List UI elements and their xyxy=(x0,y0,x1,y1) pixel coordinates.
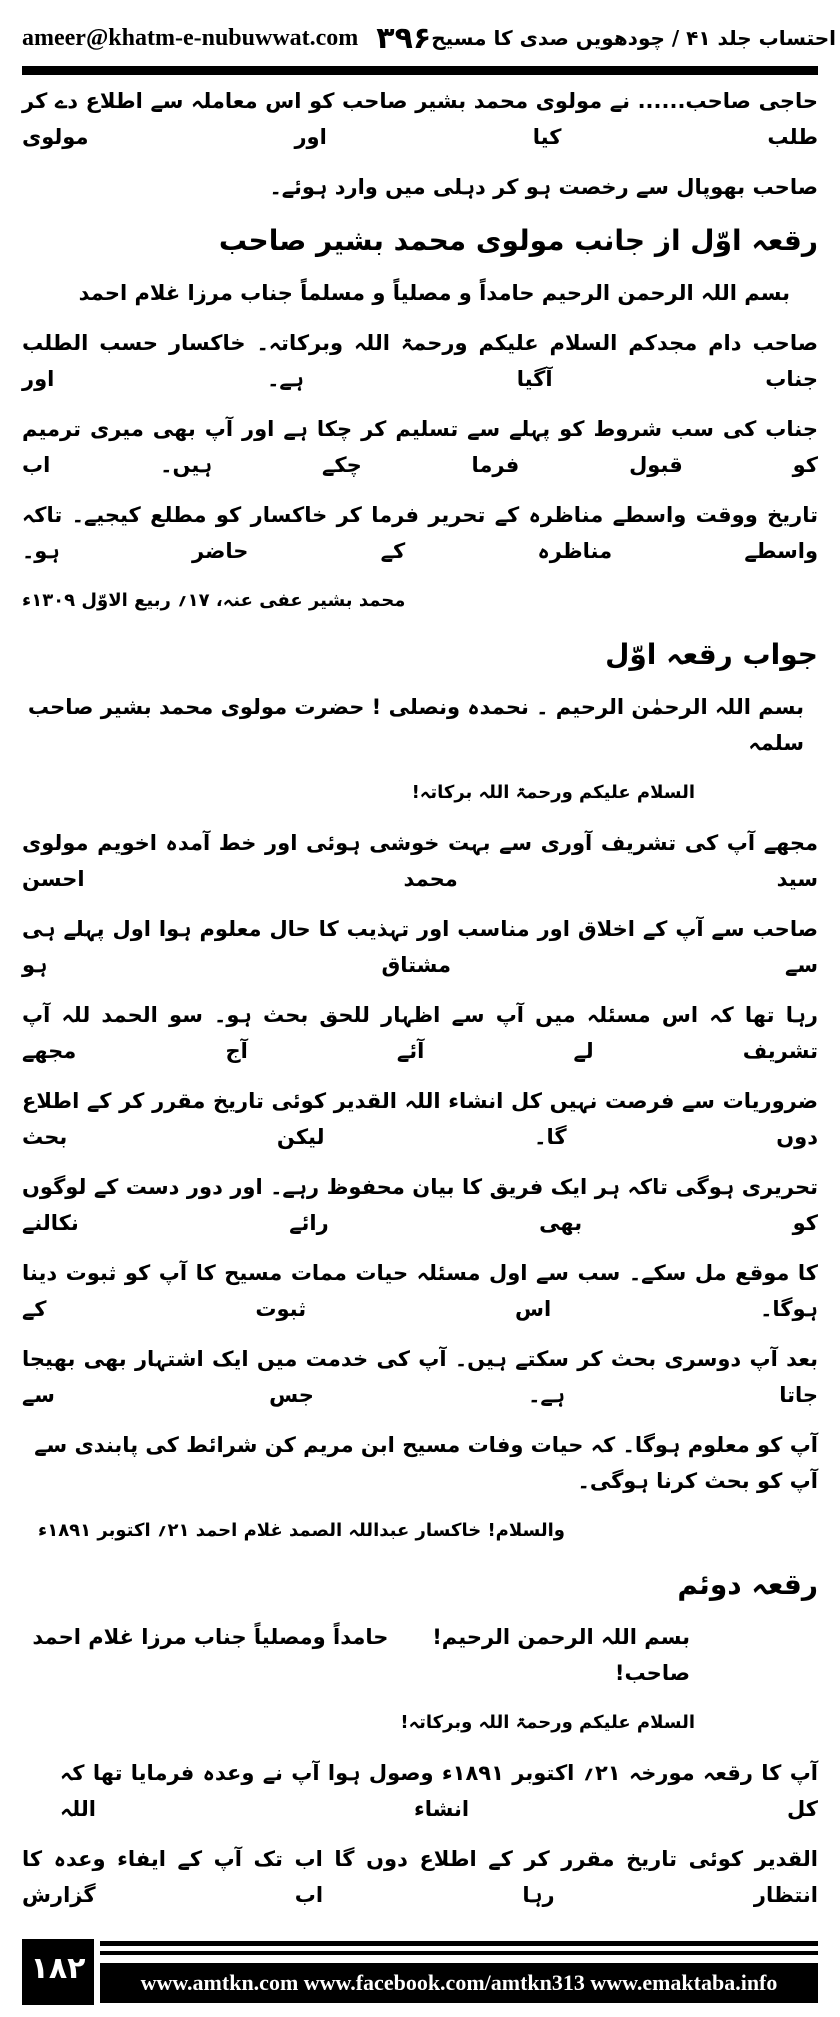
letter-opening: بسم اللہ الرحمن الرحیم! حامداً ومصلیاً جناب مرزا غلام احمد صاحب! xyxy=(25,1625,690,1685)
intro-line: حاجی صاحب...... نے مولوی محمد بشیر صاحب کو اس معاملہ سے اطلاع دے کر طلب کیا اور مولوی xyxy=(22,89,818,149)
section-heading: رقعہ اوّل از جانب مولوی محمد بشیر صاحب xyxy=(218,224,818,257)
letter-line: مجھے آپ کی تشریف آوری سے بہت خوشی ہوئی اور خط آمدہ اخویم مولوی سید محمد احسن xyxy=(22,831,818,891)
section-heading: رقعہ دوئم xyxy=(677,1568,818,1601)
footer-rule xyxy=(100,1951,818,1955)
letter-line: تاریخ ووقت واسطے مناظرہ کے تحریر فرما کر خاکسار کو مطلع کیجیے۔ تاکہ واسطے مناظرہ کے حاضر ہو۔ xyxy=(22,503,818,563)
letter-line: صاحب سے آپ کے اخلاق اور مناسب اور تہذیب کا حال معلوم ہوا اول پہلے ہی سے مشتاق ہو xyxy=(22,917,818,977)
letter-line: کا موقع مل سکے۔ سب سے اول مسئلہ حیات ممات مسیح کا آپ کو ثبوت دینا ہوگا۔ اس ثبوت کے xyxy=(22,1261,818,1321)
header-email: ameer@khatm-e-nubuwwat.com xyxy=(22,24,359,51)
footer-page-number: ۱۸۲ xyxy=(22,1939,94,2005)
header-left xyxy=(22,21,431,56)
header-book-title: احتساب جلد ۴۱ / چودھویں صدی کا مسیح xyxy=(431,26,837,50)
letter-salutation: السلام علیکم ورحمۃ اللہ وبرکاتہ! xyxy=(400,1712,695,1733)
letter-line: صاحب دام مجدکم السلام علیکم ورحمۃ اللہ وبرکاتہ۔ خاکسار حسب الطلب جناب آگیا ہے۔ اور xyxy=(22,331,818,391)
letter-line: تحریری ہوگی تاکہ ہر ایک فریق کا بیان محفوظ رہے۔ اور دور دست کے لوگوں کو بھی رائے نکالنے xyxy=(22,1175,818,1235)
letter-signature: محمد بشیر عفی عنہ، ۱۷؍ ربیع الاوّل ۱۳۰۹ء xyxy=(22,590,406,611)
letter-line: القدیر کوئی تاریخ مقرر کر کے اطلاع دوں گا اب تک آپ کے ایفاء وعدہ کا انتظار رہا اب گزارش xyxy=(22,1847,818,1907)
page-footer xyxy=(22,1939,818,2005)
intro-line: صاحب بھوپال سے رخصت ہو کر دہلی میں وارد ہوئے۔ xyxy=(269,175,818,199)
letter-line: بعد آپ دوسری بحث کر سکتے ہیں۔ آپ کی خدمت میں ایک اشتہار بھی بھیجا جاتا ہے۔ جس سے xyxy=(22,1347,818,1407)
page-header xyxy=(22,14,837,83)
letter-salutation: السلام علیکم ورحمۃ اللہ برکاتہ! xyxy=(411,782,695,803)
letter-signature: والسلام! خاکسار عبداللہ الصمد غلام احمد ۲۱؍ اکتوبر ۱۸۹۱ء xyxy=(38,1520,565,1541)
page-body xyxy=(22,83,818,1927)
letter-opening: بسم اللہ الرحمٰن الرحیم ۔ نحمدہ ونصلی ! حضرت مولوی محمد بشیر صاحب سلمہ xyxy=(27,695,804,755)
letter-line: رہا تھا کہ اس مسئلہ میں آپ سے اظہار للحق بحث ہو۔ سو الحمد للہ آپ تشریف لے آئے آج مجھے xyxy=(22,1003,818,1063)
footer-links: www.amtkn.com www.facebook.com/amtkn313 www.emaktaba.info xyxy=(100,1963,818,2003)
letter-line: آپ کا رقعہ مورخہ ۲۱؍ اکتوبر ۱۸۹۱ء وصول ہوا آپ نے وعدہ فرمایا تھا کہ کل انشاء اللہ xyxy=(60,1761,818,1821)
letter-line: بسم اللہ الرحمن الرحیم حامداً و مصلیاً و مسلماً جناب مرزا غلام احمد xyxy=(78,281,790,305)
letter-line: ضروریات سے فرصت نہیں کل انشاء اللہ القدیر کوئی تاریخ مقرر کر کے اطلاع دوں گا۔ لیکن بحث xyxy=(22,1089,818,1149)
footer-right xyxy=(100,1939,818,2005)
footer-rule xyxy=(100,1941,818,1946)
header-page-number: ۳۹۶ xyxy=(376,20,432,56)
letter-line: جناب کی سب شروط کو پہلے سے تسلیم کر چکا ہے اور آپ بھی میری ترمیم کو قبول فرما چکے ہیں۔ اب xyxy=(22,417,818,477)
letter-line: آپ کو معلوم ہوگا۔ کہ حیات وفات مسیح ابن مریم کن شرائط کی پابندی سے آپ کو بحث کرنا ہوگی۔ xyxy=(34,1433,818,1493)
header-divider xyxy=(22,66,818,75)
section-heading: جواب رقعہ اوّل xyxy=(605,638,818,671)
header-row xyxy=(22,14,837,62)
